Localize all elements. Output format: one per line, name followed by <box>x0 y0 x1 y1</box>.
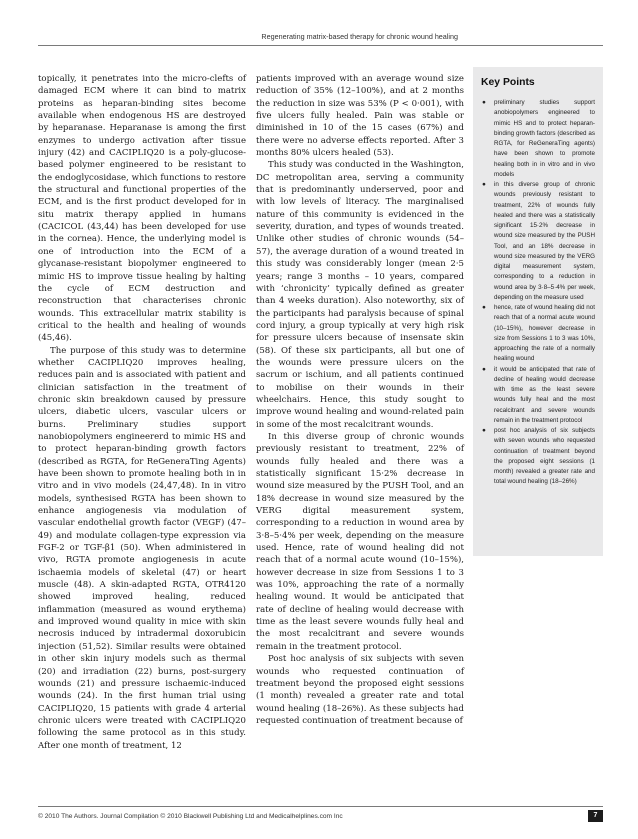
key-point-item <box>481 426 595 488</box>
bullet-icon: ● <box>482 427 486 434</box>
key-point-item <box>481 303 595 365</box>
key-points-list <box>481 98 595 488</box>
page-number: 7 <box>588 810 603 822</box>
paragraph: topically, it penetrates into the micro-clefts of damaged ECM where it can bind to matrix proteins as heparan-binding sites become available when endogenous HS are destroyed by heparanase. Heparanase is among the first enzymes to undergo activation after tissue injury (42) and CACIPLIQ20 is a poly-glucose-based polymer engineered to be resistant to the endoglycosidase, which functions to restore the structural and functional properties of the ECM, and is the first product developed for in situ matrix therapy applied in humans (CACICOL (43,44) has been developed for use in the cornea). Hence, the underlying model is one of introduction into the ECM of a glycanase-resistant biopolymer engineered to mimic HS to improve tissue healing by halting the cycle of ECM destruction and reconstruction that characterises chronic wounds. This extracellular matrix stability is critical to the health and healing of wounds (45,46). <box>38 74 246 344</box>
paragraph: Post hoc analysis of six subjects with seven wounds who requested continuation of treatment beyond the proposed eight sessions (1 month) revealed a greater rate and total wound healing (18–26%). As these subjects had requested continuation of treatment because of <box>256 654 464 726</box>
key-point-text: post hoc analysis of six subjects with seven wounds who requested continuation of treatment beyond the proposed eight sessions (1 month) revealed a greater rate and total wound healing (18–26%) <box>494 427 595 486</box>
key-point-text: preliminary studies support anobiopolymers engineered to mimic HS and to protect heparan-binding growth factors (described as RGTA, for ReGeneraTing agents) have been shown to promote healing both in in vitro and in vivo models <box>494 99 595 178</box>
paragraph: This study was conducted in the Washington, DC metropolitan area, serving a community that is predominantly underserved, poor and with low levels of literacy. The marginalised nature of this community is evidenced in the severity, duration, and types of wounds treated. Unlike other studies of chronic wounds (54–57), the average duration of a wound treated in this study was considerably longer (mean 2·5 years; range 3 months – 10 years, compared with ‘chronicity’ typically defined as greater than 4 weeks duration). Also noteworthy, six of the participants had paralysis because of spinal cord injury, a group typically at very high risk for pressure ulcers because of insensate skin (58). Of these six participants, all but one of the wounds were pressure ulcers on the sacrum or ischium, and all patients continued to mobilise on their wounds in their wheelchairs. Hence, this study sought to improve wound healing and wound-related pain in some of the most recalcitrant wounds. <box>256 160 464 430</box>
key-points-title: Key Points <box>481 77 535 88</box>
body-column-middle <box>256 73 464 727</box>
running-head-title: Regenerating matrix-based therapy for chronic wound healing <box>261 32 458 41</box>
bullet-icon: ● <box>482 181 486 188</box>
body-column-left <box>38 73 246 752</box>
key-point-item <box>481 365 595 427</box>
header-divider <box>38 45 603 46</box>
bullet-icon: ● <box>482 99 486 106</box>
key-points-box <box>473 67 603 556</box>
key-point-text: hence, rate of wound healing did not reach that of a normal acute wound (10–15%), however decrease in size from Sessions 1 to 3 was 10%, approaching the rate of a normally healing wound <box>494 304 595 363</box>
key-point-item <box>481 98 595 180</box>
footer-divider <box>38 806 603 807</box>
key-point-text: in this diverse group of chronic wounds previously resistant to treatment, 22% of wounds fully healed and there was a statistically significant 15·2% decrease in wound size measured by the PUSH Tool, and an 18% decrease in wound size measured by the VERG digital measurement system, corresponding to a reduction in wound area by 3·8–5·4% per week, depending on the measure used <box>494 181 595 301</box>
paragraph: patients improved with an average wound size reduction of 35% (12–100%), and at 2 months the reduction in size was 53% (P < 0·001), with five ulcers fully healed. Pain was stable or diminished in 10 of the 15 cases (67%) and there were no adverse effects reported. After 3 months 80% ulcers healed (53). <box>256 74 464 159</box>
bullet-icon: ● <box>482 304 486 311</box>
paragraph: The purpose of this study was to determine whether CACIPLIQ20 improves healing, reduces pain and is associated with patient and clinician satisfaction in the treatment of chronic skin breakdown caused by pressure ulcers, diabetic ulcers, vascular ulcers or burns. Preliminary studies support nanobiopolymers engineererd to mimic HS and to protect heparan-binding growth factors (described as RGTA, for ReGeneraTing Agents) have been shown to promote healing both in in vitro and in vivo models (24,47,48). In in vitro models, synthesised RGTA has been shown to enhance angiogenesis via modulation of vascular endothelial growth factor (VEGF) (47–49) and modulate collagen-type expression via FGF-2 or TGF-β1 (50). When administered in vivo, RGTA promote angiogenesis in acute ischaemia models of skeletal (47) or heart muscle (48). A skin-adapted RGTA, OTR4120 showed improved healing, reduced inflammation (measured as wound erythema) and improved wound quality in mice with skin necrosis induced by intradermal doxorubicin injection (51,52). Similar results were obtained in other skin injury models such as thermal (20) and irradiation (22) burns, post-surgery wounds (21) and pressure ischaemic-induced wounds (24). In the first human trial using CACIPLIQ20, 15 patients with grade 4 arterial chronic ulcers were treated with CACIPLIQ20 following the same protocol as in this study. After one month of treatment, 12 <box>38 345 246 751</box>
paragraph: In this diverse group of chronic wounds previously resistant to treatment, 22% of wounds fully healed and there was a statistically significant 15·2% decrease in wound size measured by the PUSH Tool, and an 18% decrease in wound size measured by the VERG digital measurement system, corresponding to a reduction in wound area by 3·8–5·4% per week, depending on the measure used. Hence, rate of wound healing did not reach that of a normal acute wound (10–15%), however decrease in size from Sessions 1 to 3 was 10%, approaching the rate of a normally healing wound. It would be anticipated that rate of decline of healing would decrease with time as the least severe wounds fully heal and the most recalcitrant and severe wounds remain in the treatment protocol. <box>256 431 464 652</box>
key-point-item <box>481 180 595 303</box>
bullet-icon: ● <box>482 365 486 373</box>
key-point-text: it would be anticipated that rate of decline of healing would decrease with time as the least severe wounds fully heal and the most recalcitrant and severe wounds remain in the treatment protocol <box>494 365 595 424</box>
footer-copyright: © 2010 The Authors. Journal Compilation © 2010 Blackwell Publishing Ltd and Medicalhelplines.com Inc <box>38 813 343 820</box>
